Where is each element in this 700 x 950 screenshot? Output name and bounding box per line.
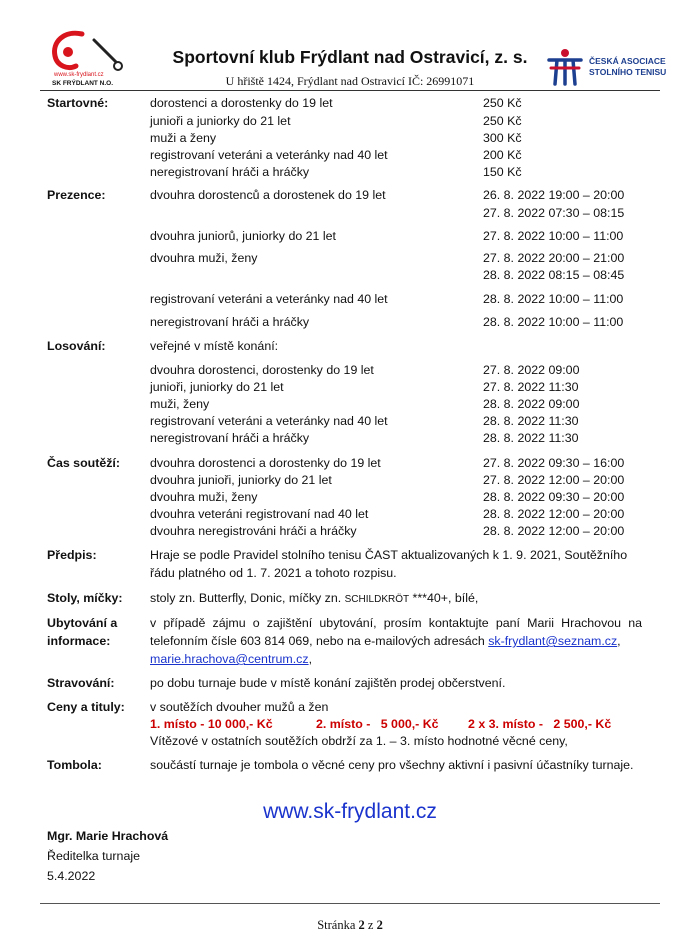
cas-item: dvouhra dorostenci a dorostenky do 19 let <box>150 456 381 470</box>
stoly-text-b: ***40+, bílé, <box>409 591 479 605</box>
ubytovani-sep: , <box>617 634 621 648</box>
cast-logo-line2: STOLNÍHO TENISU <box>589 67 667 77</box>
losovani-item: neregistrovaní hráči a hráčky <box>150 431 310 445</box>
losovani-label: Losování: <box>47 339 106 353</box>
losovani-time: 28. 8. 2022 09:00 <box>483 397 580 411</box>
ubytovani-tail: , <box>308 652 313 666</box>
startovne-price: 300 Kč <box>483 131 522 145</box>
startovne-price: 250 Kč <box>483 96 522 110</box>
cas-item: dvouhra junioři, juniorky do 21 let <box>150 473 332 487</box>
club-address: U hřiště 1424, Frýdlant nad Ostravicí IČ: 26991071 <box>225 74 475 88</box>
tombola-text: součástí turnaje je tombola o věcné ceny pro všechny aktivní i pasivní účastníky turnaje. <box>150 758 634 772</box>
ubytovani-label-1: Ubytování a <box>47 616 118 630</box>
prezence-item: registrovaní veteráni a veteránky nad 40 let <box>150 292 388 306</box>
losovani-time: 28. 8. 2022 11:30 <box>483 414 579 428</box>
losovani-time: 27. 8. 2022 09:00 <box>483 363 580 377</box>
cast-logo-line1: ČESKÁ ASOCIACE <box>589 56 666 66</box>
email-link-secondary[interactable]: marie.hrachova@centrum.cz <box>150 652 309 666</box>
prezence-time: 28. 8. 2022 10:00 – 11:00 <box>483 292 624 306</box>
page-prefix: Stránka <box>317 918 359 932</box>
prize-third: 2 x 3. místo - 2 500,- Kč <box>468 717 612 731</box>
page-number <box>0 918 700 933</box>
startovne-item: neregistrovaní hráči a hráčky <box>150 165 310 179</box>
startovne-price: 200 Kč <box>483 148 522 162</box>
prezence-time: 27. 8. 2022 10:00 – 11:00 <box>483 229 624 243</box>
ceny-label: Ceny a tituly: <box>47 700 125 714</box>
signature-name: Mgr. Marie Hrachová <box>47 829 169 843</box>
cas-item: dvouhra veteráni registrovaní nad 40 let <box>150 507 369 521</box>
prezence-label: Prezence: <box>47 188 106 202</box>
cas-item: dvouhra muži, ženy <box>150 490 258 504</box>
prezence-item: neregistrovaní hráči a hráčky <box>150 315 310 329</box>
stoly-text-a: stoly zn. Butterfly, Donic, míčky zn. <box>150 591 345 605</box>
stoly-text <box>150 591 478 605</box>
ubytovani-body: v případě zájmu o zajištění ubytování, prosím kontaktujte paní Marii Hrachovou na telefonním čísle 603 814 069, nebo na e-mailových adresách <box>150 616 642 648</box>
stoly-label: Stoly, míčky: <box>47 591 123 605</box>
page-current: 2 <box>358 918 365 932</box>
signature-role: Ředitelka turnaje <box>47 849 140 863</box>
predpis-text: Hraje se podle Pravidel stolního tenisu ČAST aktualizovaných k 1. 9. 2021, Soutěžního řádu platného od 1. 7. 2021 a tohoto rozpisu. <box>150 548 628 580</box>
tombola-label: Tombola: <box>47 758 102 772</box>
website-link[interactable]: www.sk-frydlant.cz <box>263 800 437 823</box>
prezence-item: dvouhra muži, ženy <box>150 251 258 265</box>
startovne-label: Startovné: <box>47 96 109 110</box>
stravovani-text: po dobu turnaje bude v místě konání zajištěn prodej občerstvení. <box>150 676 506 690</box>
cas-time: 27. 8. 2022 12:00 – 20:00 <box>483 473 625 487</box>
page-title: Sportovní klub Frýdlant nad Ostravicí, z. s. <box>172 47 528 67</box>
ceny-note: Vítězové v ostatních soutěžích obdrží za 1. – 3. místo hodnotné věcné ceny, <box>150 734 568 748</box>
club-logo-site: www.sk-frydlant.cz <box>54 72 104 78</box>
prize-second: 2. místo - 5 000,- Kč <box>316 717 439 731</box>
losovani-item: muži, ženy <box>150 397 210 411</box>
ubytovani-text <box>150 614 642 668</box>
startovne-item: registrovaní veteráni a veteránky nad 40 let <box>150 148 388 162</box>
prezence-time: 27. 8. 2022 20:00 – 21:00 <box>483 251 625 265</box>
startovne-price: 250 Kč <box>483 114 522 128</box>
club-logo-name: SK FRÝDLANT N.O. <box>52 80 114 87</box>
footer-divider <box>40 903 660 904</box>
cas-item: dvouhra neregistrováni hráči a hráčky <box>150 524 357 538</box>
prezence-time: 28. 8. 2022 10:00 – 11:00 <box>483 315 624 329</box>
prezence-time: 27. 8. 2022 07:30 – 08:15 <box>483 206 625 220</box>
ubytovani-label-2: informace: <box>47 634 111 648</box>
prezence-time: 26. 8. 2022 19:00 – 20:00 <box>483 188 625 202</box>
header-divider <box>40 90 660 91</box>
stravovani-label: Stravování: <box>47 676 115 690</box>
cas-time: 28. 8. 2022 12:00 – 20:00 <box>483 524 625 538</box>
signature-date: 5.4.2022 <box>47 869 96 883</box>
cas-time: 27. 8. 2022 09:30 – 16:00 <box>483 456 625 470</box>
cas-label: Čas soutěží: <box>47 456 120 470</box>
losovani-item: registrovaní veteráni a veteránky nad 40 let <box>150 414 388 428</box>
prezence-item: dvouhra juniorů, juniorky do 21 let <box>150 229 336 243</box>
cas-time: 28. 8. 2022 12:00 – 20:00 <box>483 507 625 521</box>
startovne-item: muži a ženy <box>150 131 217 145</box>
stoly-brand: SCHILDKRÖT <box>344 594 410 605</box>
startovne-item: dorostenci a dorostenky do 19 let <box>150 96 333 110</box>
page-mid: z <box>364 918 377 932</box>
cas-time: 28. 8. 2022 09:30 – 20:00 <box>483 490 625 504</box>
predpis-label: Předpis: <box>47 548 97 562</box>
page-total: 2 <box>376 918 383 932</box>
losovani-intro: veřejné v místě konání: <box>150 339 279 353</box>
losovani-time: 27. 8. 2022 11:30 <box>483 380 579 394</box>
prize-first: 1. místo - 10 000,- Kč <box>150 717 273 731</box>
losovani-time: 28. 8. 2022 11:30 <box>483 431 579 445</box>
ceny-intro: v soutěžích dvouher mužů a žen <box>150 700 329 714</box>
losovani-item: dvouhra dorostenci, dorostenky do 19 let <box>150 363 374 377</box>
email-link-primary[interactable]: sk-frydlant@seznam.cz <box>488 634 618 648</box>
prezence-item: dvouhra dorostenců a dorostenek do 19 let <box>150 188 386 202</box>
startovne-price: 150 Kč <box>483 165 522 179</box>
startovne-item: junioři a juniorky do 21 let <box>150 114 291 128</box>
prezence-time: 28. 8. 2022 08:15 – 08:45 <box>483 268 625 282</box>
losovani-item: junioři, juniorky do 21 let <box>150 380 284 394</box>
